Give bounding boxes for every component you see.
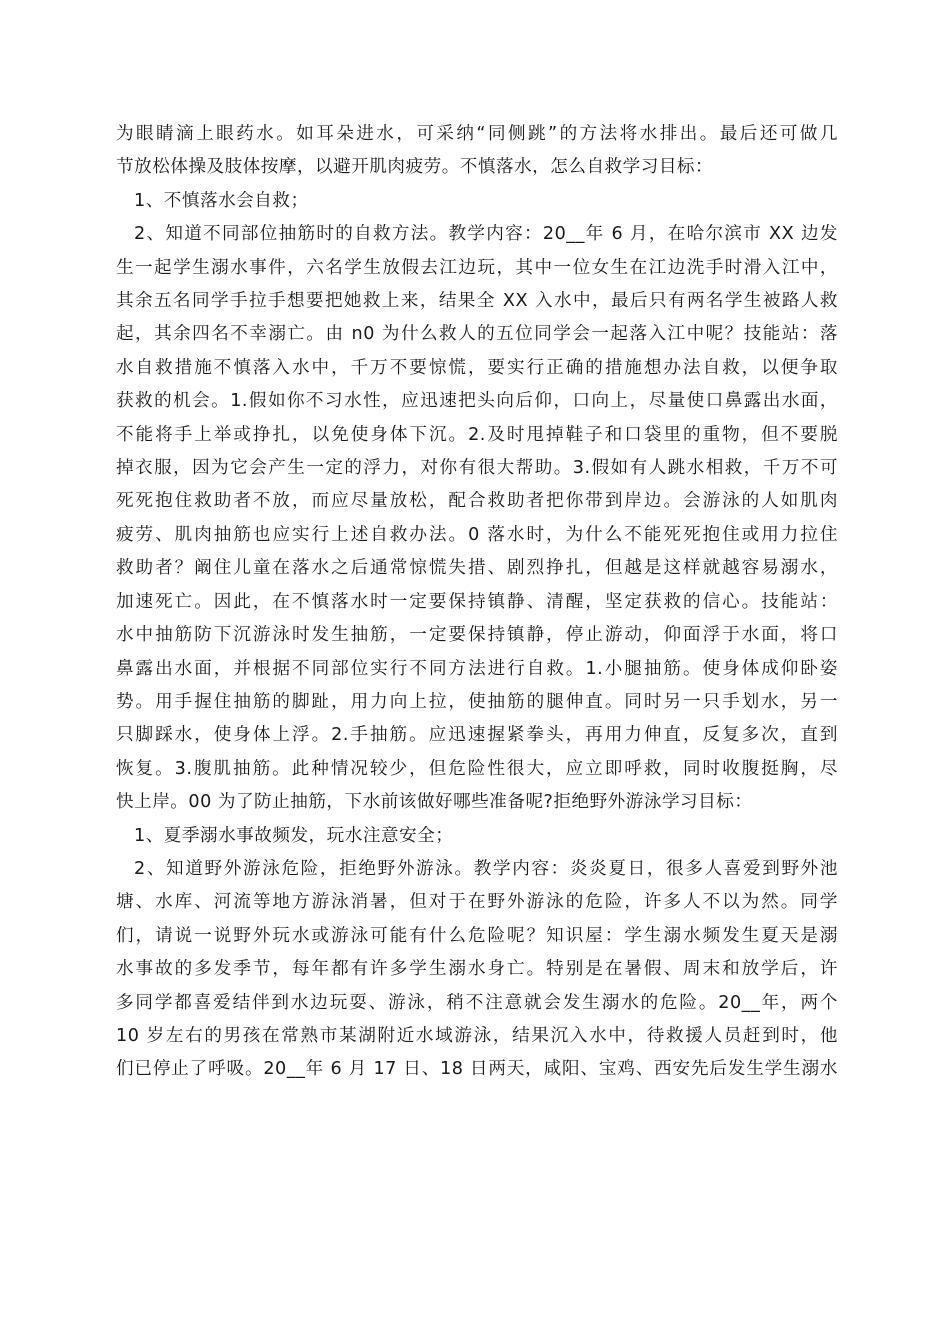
- document-body: [116, 118, 838, 1087]
- text-line: 水事故的多发季节，每年都有许多学生溺水身亡。特别是在暑假、周末和放学后，许: [116, 959, 838, 980]
- text-line: 其余五名同学手拉手想要把她救上来，结果全 XX 入水中，最后只有两名学生被路人救: [116, 291, 838, 312]
- text-line: 死死抱住救助者不放，而应尽量放松，配合救助者把你带到岸边。会游泳的人如肌肉: [116, 491, 838, 512]
- text-line: 们，请说一说野外玩水或游泳可能有什么危险呢？知识屋：学生溺水频发生夏天是溺: [116, 925, 838, 946]
- text-line: 掉衣服，因为它会产生一定的浮力，对你有很大帮助。3.假如有人跳水相救，千万不可: [116, 458, 838, 479]
- text-line: 加速死亡。因此，在不慎落水时一定要保持镇静、清醒，坚定获救的信心。技能站：: [116, 591, 838, 612]
- text-line: 塘、水库、河流等地方游泳消暑，但对于在野外游泳的危险，许多人不以为然。同学: [116, 892, 838, 913]
- text-line: 恢复。3.腹肌抽筋。此种情况较少，但危险性很大，应立即呼救，同时收腹挺胸，尽: [116, 758, 838, 779]
- list-item: 2、知道不同部位抽筋时的自救方法。教学内容：20__年 6 月，在哈尔滨市 XX 边发: [134, 224, 838, 245]
- text-line: 水中抽筋防下沉游泳时发生抽筋，一定要保持镇静，停止游动，仰面浮于水面，将口: [116, 625, 838, 646]
- text-line: 10 岁左右的男孩在常熟市某湖附近水域游泳，结果沉入水中，待救援人员赶到时，他: [116, 1025, 838, 1046]
- text-line: 生一起学生溺水事件，六名学生放假去江边玩，其中一位女生在江边洗手时滑入江中，: [116, 257, 838, 278]
- text-line: 快上岸。00 为了防止抽筋，下水前该做好哪些准备呢?拒绝野外游泳学习目标：: [116, 792, 753, 813]
- text-line: 不能将手上举或挣扎，以免使身体下沉。2.及时甩掉鞋子和口袋里的重物，但不要脱: [116, 424, 838, 445]
- text-line: 多同学都喜爱结伴到水边玩耍、游泳，稍不注意就会发生溺水的危险。20__年，两个: [116, 992, 838, 1013]
- text-line: 节放松体操及肢体按摩，以避开肌肉疲劳。不慎落水，怎么自救学习目标：: [116, 157, 714, 178]
- text-line: 水自救措施不慎落入水中，千万不要惊慌，要实行正确的措施想办法自救，以便争取: [116, 357, 838, 378]
- list-item: 1、夏季溺水事故频发，玩水注意安全；: [134, 825, 454, 846]
- text-line: 救助者？阚住儿童在落水之后通常惊慌失措、剧烈挣扎，但越是这样就越容易溺水，: [116, 558, 838, 579]
- list-item: 2、知道野外游泳危险，拒绝野外游泳。教学内容：炎炎夏日，很多人喜爱到野外池: [134, 858, 838, 879]
- text-line: 们已停止了呼吸。20__年 6 月 17 日、18 日两天，咸阳、宝鸡、西安先后发生学生溺水: [116, 1059, 838, 1080]
- text-line: 为眼睛滴上眼药水。如耳朵进水，可采纳“同侧跳”的方法将水排出。最后还可做几: [116, 124, 838, 144]
- list-item: 1、不慎落水会自救；: [134, 190, 309, 211]
- text-line: 势。用手握住抽筋的脚趾，用力向上拉，使抽筋的腿伸直。同时另一只手划水，另一: [116, 691, 838, 712]
- text-line: 只脚踩水，使身体上浮。2.手抽筋。应迅速握紧拳头，再用力伸直，反复多次，直到: [116, 725, 838, 746]
- text-line: 获救的机会。1.假如你不习水性，应迅速把头向后仰，口向上，尽量使口鼻露出水面，: [116, 391, 838, 412]
- text-line: 疲劳、肌肉抽筋也应实行上述自救办法。0 落水时，为什么不能死死抱住或用力拉住: [116, 524, 838, 545]
- text-line: 鼻露出水面，并根据不同部位实行不同方法进行自救。1.小腿抽筋。使身体成仰卧姿: [116, 658, 838, 679]
- text-line: 起，其余四名不幸溺亡。由 n0 为什么救人的五位同学会一起落入江中呢？技能站：落: [116, 324, 838, 345]
